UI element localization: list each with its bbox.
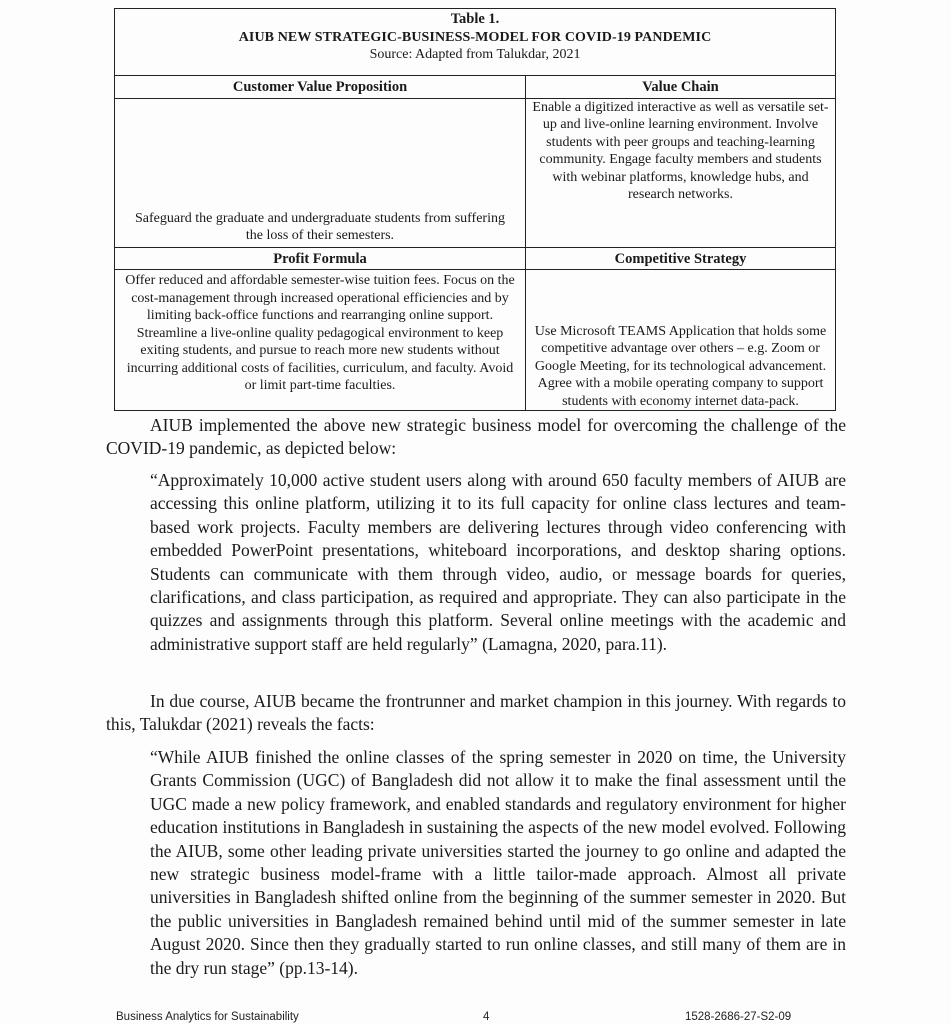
table-header-row-2 <box>115 248 835 271</box>
block-quote-1: “Approximately 10,000 active student users along with around 650 faculty members of AIUB are accessing this online platform, utilizing it to its full capacity for online class lectures and team-based work projects. Faculty members are delivering lectures through video conferencing with embedded PowerPoint presentations, whiteboard incorporations, and desktop sharing options. Students can communicate with them through video, audio, or message boards for queries, clarifications, and class participation, as required and appropriate. They can also participate in the quizzes and assignments through this platform. Several online meetings with the academic and administrative support staff are held regularly” (Lamagna, 2020, para.11). <box>150 470 846 654</box>
header-customer-value-proposition: Customer Value Proposition <box>115 76 526 98</box>
cell-value-chain: Enable a digitized interactive as well as versatile set-up and live-online learning environment. Involve students with peer groups and teaching-learning community. Engage faculty members and students with webinar platforms, knowledge hubs, and research networks. <box>532 99 829 202</box>
cell-customer-value-text: Safeguard the graduate and undergraduate students from suffering the loss of their semesters. <box>135 210 505 243</box>
cell-profit-formula: Offer reduced and affordable semester-wise tuition fees. Focus on the cost-management through increased operational efficiencies and by limiting back-office functions and rearranging online support. Streamline a live-online quality pedagogical environment to keep exiting students, and pursue to reach more new students without incurring additional costs of facilities, curriculum, and faculty. Avoid or limit part-time faculties. <box>115 270 526 410</box>
cell-customer-value-proposition <box>115 99 526 247</box>
header-competitive-strategy: Competitive Strategy <box>614 250 747 267</box>
table-title: AIUB NEW STRATEGIC-BUSINESS-MODEL FOR COVID-19 PANDEMIC <box>238 29 712 45</box>
table-source: Source: Adapted from Talukdar, 2021 <box>369 47 581 62</box>
cell-competitive-strategy <box>526 270 835 410</box>
footer-issn: 1528-2686-27-S2-09 <box>685 1011 792 1023</box>
block-quote-2: “While AIUB finished the online classes of the spring semester in 2020 on time, the University Grants Commission (UGC) of Bangladesh did not allow it to make the final assessment until the UGC made a new policy framework, and enabled standards and regulatory environment for higher education institutions in Bangladesh in sustaining the aspects of the new model evolved. Following the AIUB, some other leading private universities started the journey to go online and adapted the new strategic business model-frame with a little tailor-made approach. Almost all private universities in Bangladesh shifted online from the beginning of the summer semester in 2020. But the public universities in Bangladesh remained behind until mid of the summer semester in late August 2020. Since then they gradually started to run online classes, and still many of them are in the dry run stage” (pp.13-14). <box>150 747 846 978</box>
table-caption <box>115 9 835 76</box>
table-number: Table 1. <box>450 11 500 27</box>
cell-competitive-strategy-text: Use Microsoft TEAMS Application that holds some competitive advantage over others – e.g. Zoom or Google Meeting, for its technological advancement. Agree with a mobile operating company to support students with economy internet data-pack. <box>534 323 827 409</box>
header-profit-formula: Profit Formula <box>115 248 526 270</box>
footer-journal-name: Business Analytics for Sustainability <box>116 1011 299 1023</box>
body-paragraph-2: In due course, AIUB became the frontrunner and market champion in this journey. With regards to this, Talukdar (2021) reveals the facts: <box>106 691 846 735</box>
strategic-model-table <box>114 8 836 411</box>
body-paragraph-1: AIUB implemented the above new strategic business model for overcoming the challenge of the COVID-19 pandemic, as depicted below: <box>106 415 846 459</box>
footer-page-number: 4 <box>483 1011 490 1023</box>
table-header-row-1 <box>115 76 835 99</box>
table-row-2 <box>115 270 835 410</box>
header-value-chain: Value Chain <box>642 79 719 95</box>
table-row-1 <box>115 99 835 248</box>
